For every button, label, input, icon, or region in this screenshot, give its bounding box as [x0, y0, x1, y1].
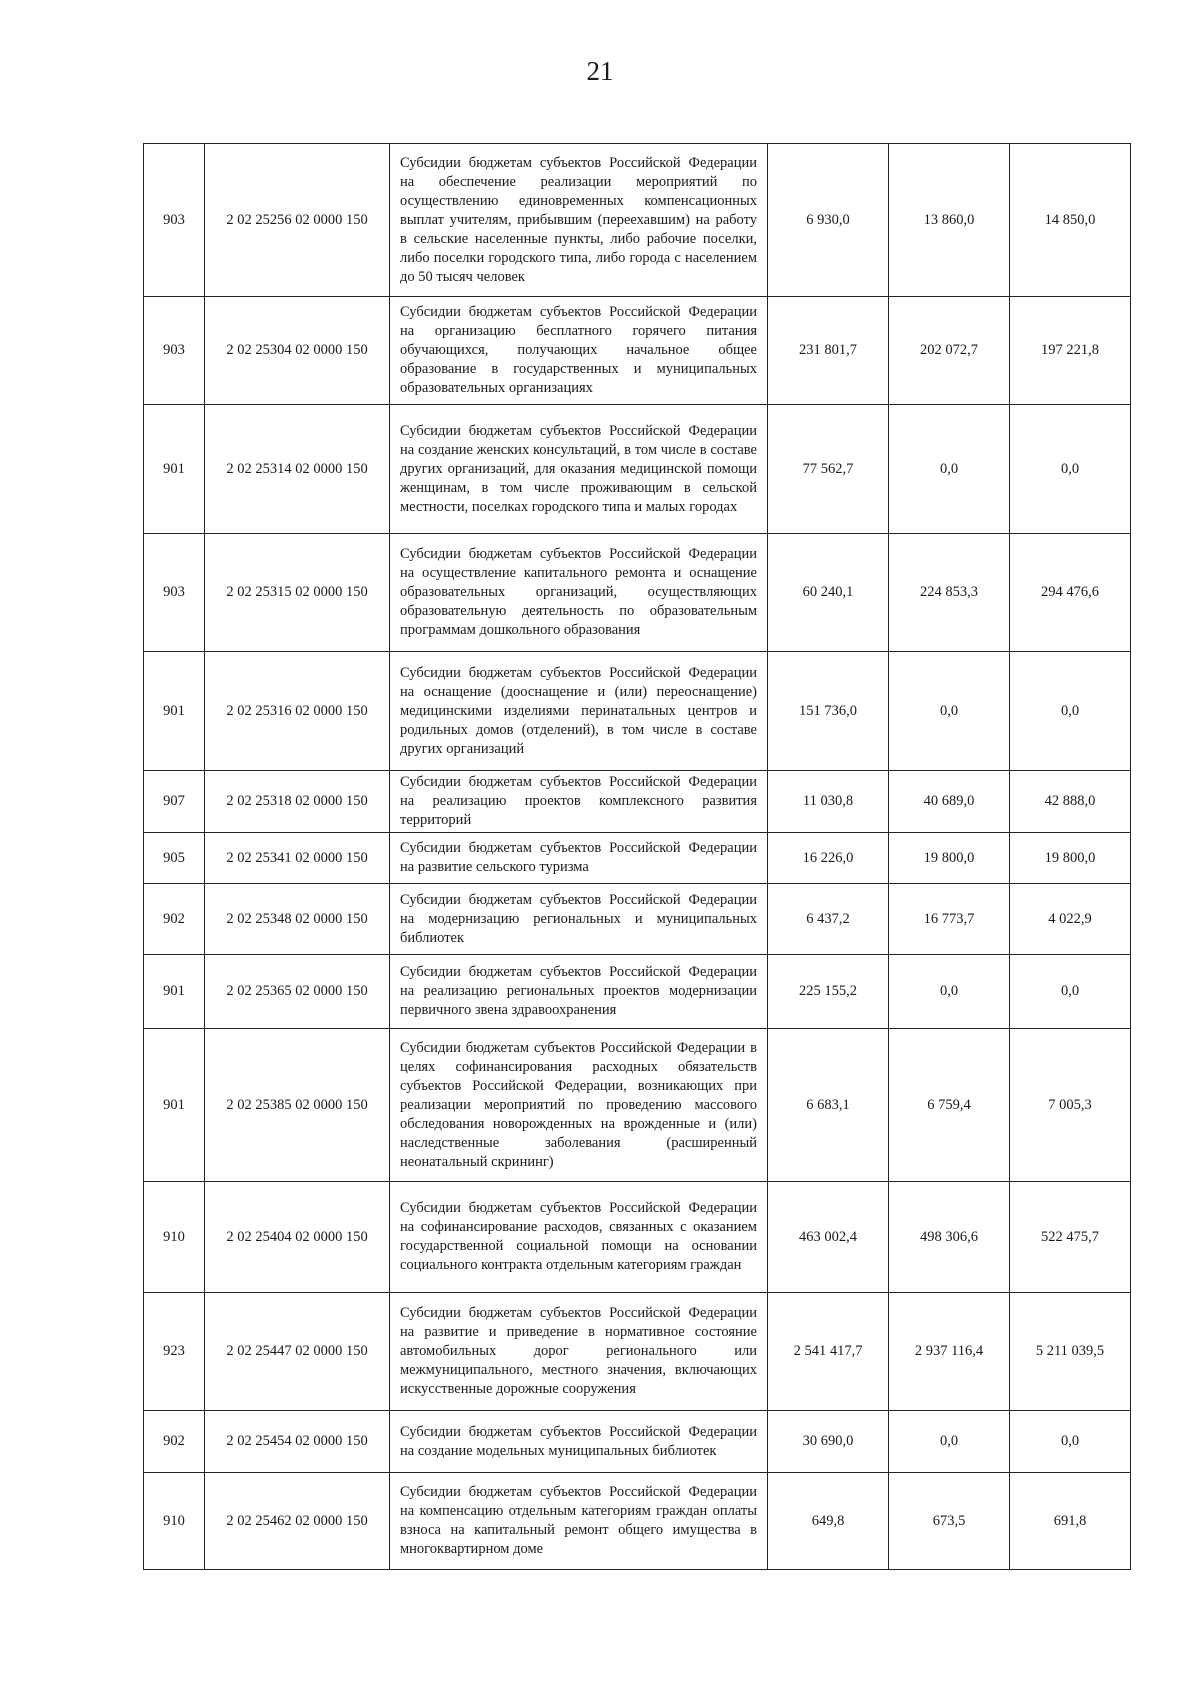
amount-year-2-cell: 16 773,7 [889, 884, 1010, 955]
admin-code-cell: 901 [144, 1029, 205, 1182]
amount-year-1-cell: 231 801,7 [768, 297, 889, 405]
amount-year-2-cell: 6 759,4 [889, 1029, 1010, 1182]
table-row [144, 1182, 1131, 1293]
income-description-cell: Субсидии бюджетам субъектов Российской Федерации на создание модельных муниципальных библиотек [390, 1411, 768, 1473]
table-row [144, 297, 1131, 405]
budget-classification-code-cell: 2 02 25315 02 0000 150 [205, 534, 390, 652]
budget-table [143, 143, 1131, 1570]
budget-classification-code-cell: 2 02 25314 02 0000 150 [205, 405, 390, 534]
amount-year-3-cell: 0,0 [1010, 405, 1131, 534]
amount-year-2-cell: 498 306,6 [889, 1182, 1010, 1293]
income-description-cell: Субсидии бюджетам субъектов Российской Федерации на развитие сельского туризма [390, 833, 768, 884]
income-description-cell: Субсидии бюджетам субъектов Российской Федерации на обеспечение реализации мероприятий по осуществлению единовременных компенсационных выплат учителям, прибывшим (переехавшим) на работу в сельские населенные пункты, либо рабочие поселки, либо поселки городского типа, либо города с населением до 50 тысяч человек [390, 144, 768, 297]
admin-code-cell: 903 [144, 144, 205, 297]
table-row [144, 833, 1131, 884]
amount-year-1-cell: 30 690,0 [768, 1411, 889, 1473]
table-row [144, 955, 1131, 1029]
amount-year-3-cell: 294 476,6 [1010, 534, 1131, 652]
amount-year-1-cell: 77 562,7 [768, 405, 889, 534]
amount-year-2-cell: 0,0 [889, 405, 1010, 534]
amount-year-3-cell: 522 475,7 [1010, 1182, 1131, 1293]
amount-year-3-cell: 197 221,8 [1010, 297, 1131, 405]
amount-year-2-cell: 0,0 [889, 652, 1010, 771]
amount-year-3-cell: 19 800,0 [1010, 833, 1131, 884]
amount-year-3-cell: 42 888,0 [1010, 771, 1131, 833]
admin-code-cell: 923 [144, 1293, 205, 1411]
amount-year-1-cell: 151 736,0 [768, 652, 889, 771]
income-description-cell: Субсидии бюджетам субъектов Российской Федерации на компенсацию отдельным категориям граждан оплаты взноса на капитальный ремонт общего имущества в многоквартирном доме [390, 1473, 768, 1570]
admin-code-cell: 901 [144, 652, 205, 771]
table-row [144, 534, 1131, 652]
amount-year-2-cell: 673,5 [889, 1473, 1010, 1570]
amount-year-1-cell: 2 541 417,7 [768, 1293, 889, 1411]
admin-code-cell: 903 [144, 297, 205, 405]
budget-classification-code-cell: 2 02 25256 02 0000 150 [205, 144, 390, 297]
amount-year-1-cell: 649,8 [768, 1473, 889, 1570]
amount-year-3-cell: 7 005,3 [1010, 1029, 1131, 1182]
income-description-cell: Субсидии бюджетам субъектов Российской Федерации на реализацию проектов комплексного развития территорий [390, 771, 768, 833]
income-description-cell: Субсидии бюджетам субъектов Российской Федерации на модернизацию региональных и муниципальных библиотек [390, 884, 768, 955]
admin-code-cell: 903 [144, 534, 205, 652]
table-row [144, 1411, 1131, 1473]
table-row [144, 771, 1131, 833]
income-description-cell: Субсидии бюджетам субъектов Российской Федерации на организацию бесплатного горячего питания обучающихся, получающих начальное общее образование в государственных и муниципальных образовательных организациях [390, 297, 768, 405]
table-row [144, 1293, 1131, 1411]
amount-year-1-cell: 6 930,0 [768, 144, 889, 297]
table-row [144, 884, 1131, 955]
amount-year-2-cell: 202 072,7 [889, 297, 1010, 405]
income-description-cell: Субсидии бюджетам субъектов Российской Федерации на оснащение (дооснащение и (или) переоснащение) медицинскими изделиями перинатальных центров и родильных домов (отделений), в том числе в составе других организаций [390, 652, 768, 771]
amount-year-3-cell: 0,0 [1010, 1411, 1131, 1473]
income-description-cell: Субсидии бюджетам субъектов Российской Федерации на осуществление капитального ремонта и оснащение образовательных организаций, осуществляющих образовательную деятельность по образовательным программам дошкольного образования [390, 534, 768, 652]
amount-year-3-cell: 691,8 [1010, 1473, 1131, 1570]
budget-classification-code-cell: 2 02 25348 02 0000 150 [205, 884, 390, 955]
admin-code-cell: 905 [144, 833, 205, 884]
table-row [144, 405, 1131, 534]
budget-classification-code-cell: 2 02 25462 02 0000 150 [205, 1473, 390, 1570]
admin-code-cell: 902 [144, 884, 205, 955]
admin-code-cell: 910 [144, 1182, 205, 1293]
amount-year-2-cell: 40 689,0 [889, 771, 1010, 833]
amount-year-3-cell: 14 850,0 [1010, 144, 1131, 297]
amount-year-1-cell: 60 240,1 [768, 534, 889, 652]
amount-year-1-cell: 463 002,4 [768, 1182, 889, 1293]
amount-year-3-cell: 5 211 039,5 [1010, 1293, 1131, 1411]
admin-code-cell: 901 [144, 405, 205, 534]
amount-year-1-cell: 11 030,8 [768, 771, 889, 833]
table-row [144, 1029, 1131, 1182]
amount-year-2-cell: 13 860,0 [889, 144, 1010, 297]
amount-year-3-cell: 0,0 [1010, 652, 1131, 771]
amount-year-2-cell: 0,0 [889, 1411, 1010, 1473]
budget-classification-code-cell: 2 02 25365 02 0000 150 [205, 955, 390, 1029]
amount-year-1-cell: 225 155,2 [768, 955, 889, 1029]
income-description-cell: Субсидии бюджетам субъектов Российской Федерации в целях софинансирования расходных обязательств субъектов Российской Федерации, возникающих при реализации мероприятий по проведению массового обследования новорожденных на врожденные и (или) наследственные заболевания (расширенный неонатальный скрининг) [390, 1029, 768, 1182]
income-description-cell: Субсидии бюджетам субъектов Российской Федерации на реализацию региональных проектов модернизации первичного звена здравоохранения [390, 955, 768, 1029]
amount-year-2-cell: 19 800,0 [889, 833, 1010, 884]
income-description-cell: Субсидии бюджетам субъектов Российской Федерации на софинансирование расходов, связанных с оказанием государственной социальной помощи на основании социального контракта отдельным категориям граждан [390, 1182, 768, 1293]
amount-year-2-cell: 0,0 [889, 955, 1010, 1029]
budget-classification-code-cell: 2 02 25447 02 0000 150 [205, 1293, 390, 1411]
admin-code-cell: 907 [144, 771, 205, 833]
amount-year-3-cell: 0,0 [1010, 955, 1131, 1029]
admin-code-cell: 910 [144, 1473, 205, 1570]
budget-classification-code-cell: 2 02 25318 02 0000 150 [205, 771, 390, 833]
budget-table-body [144, 144, 1131, 1570]
admin-code-cell: 901 [144, 955, 205, 1029]
amount-year-1-cell: 6 683,1 [768, 1029, 889, 1182]
income-description-cell: Субсидии бюджетам субъектов Российской Федерации на создание женских консультаций, в том числе в составе других организаций, для оказания медицинской помощи женщинам, в том числе проживающим в сельской местности, поселках городского типа и малых городах [390, 405, 768, 534]
admin-code-cell: 902 [144, 1411, 205, 1473]
budget-classification-code-cell: 2 02 25404 02 0000 150 [205, 1182, 390, 1293]
amount-year-2-cell: 2 937 116,4 [889, 1293, 1010, 1411]
page-number: 21 [586, 56, 614, 86]
amount-year-1-cell: 6 437,2 [768, 884, 889, 955]
budget-classification-code-cell: 2 02 25316 02 0000 150 [205, 652, 390, 771]
amount-year-2-cell: 224 853,3 [889, 534, 1010, 652]
income-description-cell: Субсидии бюджетам субъектов Российской Федерации на развитие и приведение в нормативное состояние автомобильных дорог регионального или межмуниципального, местного значения, включающих искусственные дорожные сооружения [390, 1293, 768, 1411]
table-row [144, 652, 1131, 771]
budget-classification-code-cell: 2 02 25341 02 0000 150 [205, 833, 390, 884]
amount-year-3-cell: 4 022,9 [1010, 884, 1131, 955]
budget-classification-code-cell: 2 02 25304 02 0000 150 [205, 297, 390, 405]
table-row [144, 144, 1131, 297]
budget-classification-code-cell: 2 02 25385 02 0000 150 [205, 1029, 390, 1182]
table-row [144, 1473, 1131, 1570]
amount-year-1-cell: 16 226,0 [768, 833, 889, 884]
budget-classification-code-cell: 2 02 25454 02 0000 150 [205, 1411, 390, 1473]
